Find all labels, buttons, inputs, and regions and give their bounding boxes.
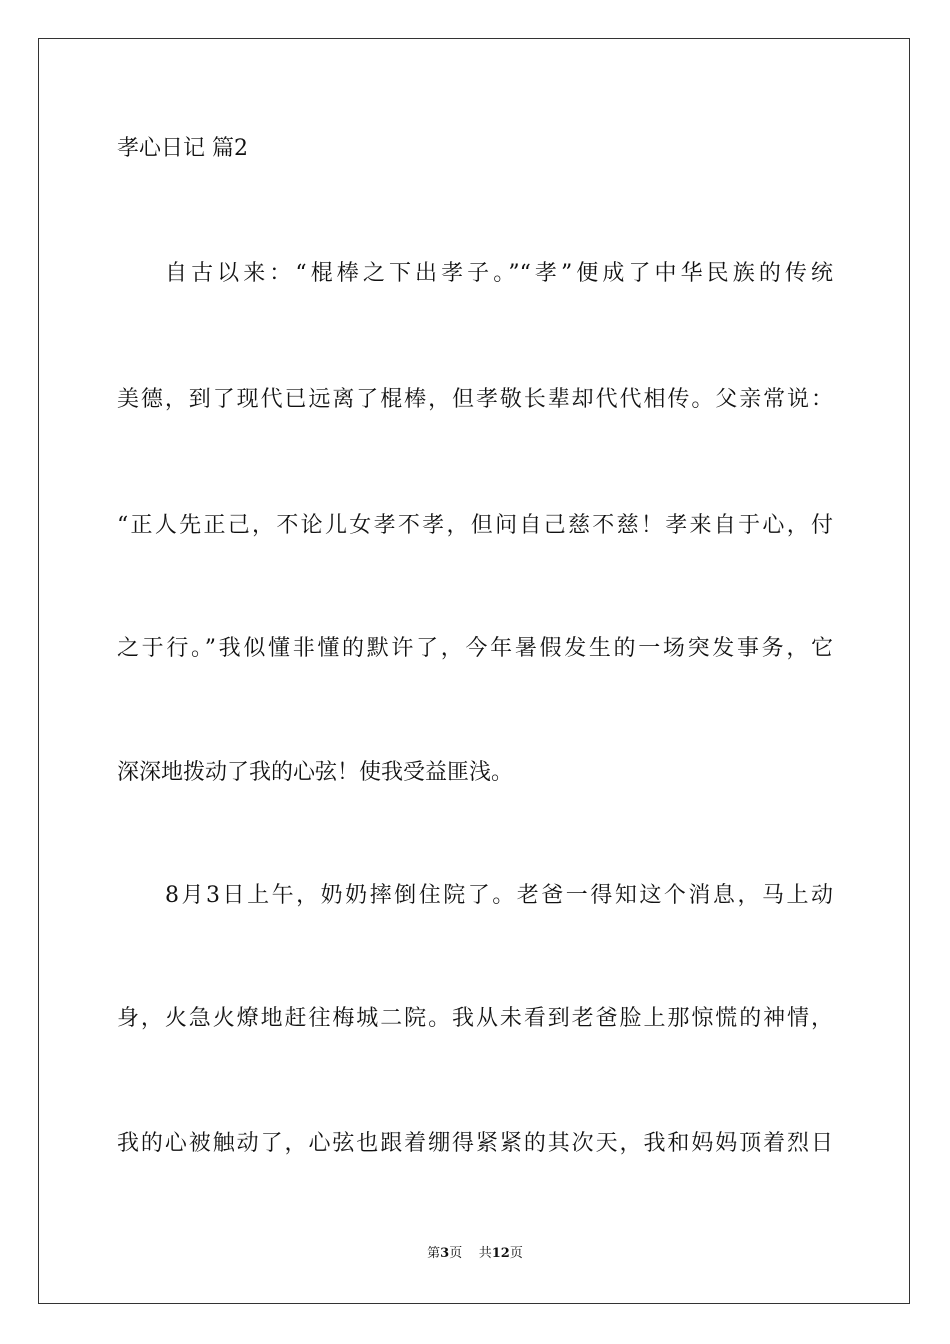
paragraph-1-line-2: 美德，到了现代已远离了棍棒，但孝敬长辈却代代相传。父亲常说：	[117, 387, 833, 412]
paragraph-2-line-1: 8月3日上午，奶奶摔倒住院了。老爸一得知这个消息，马上动	[165, 883, 833, 908]
footer-total-prefix: 共	[478, 1246, 492, 1261]
document-title: 孝心日记 篇2	[117, 136, 248, 161]
footer-current-page: 3	[440, 1246, 450, 1261]
paragraph-2-line-2: 身，火急火燎地赶往梅城二院。我从未看到老爸脸上那惊慌的神情，	[117, 1006, 833, 1031]
paragraph-1-line-1: 自古以来：“棍棒之下出孝子。”“孝”便成了中华民族的传统	[165, 261, 833, 286]
paragraph-2-line-3: 我的心被触动了，心弦也跟着绷得紧紧的其次天，我和妈妈顶着烈日	[117, 1131, 833, 1156]
footer-page-prefix: 第	[427, 1246, 441, 1261]
paragraph-1-line-3: “正人先正己，不论儿女孝不孝，但问自己慈不慈！孝来自于心，付	[117, 513, 833, 538]
footer-total-pages: 12	[491, 1246, 510, 1261]
page-border	[38, 38, 910, 1304]
footer-total-suffix: 页	[509, 1246, 523, 1261]
paragraph-1-line-4: 之于行。”我似懂非懂的默许了，今年暑假发生的一场突发事务，它	[117, 636, 833, 661]
paragraph-1-line-5: 深深地拨动了我的心弦！使我受益匪浅。	[117, 760, 514, 785]
page-footer	[0, 1244, 950, 1264]
footer-page-suffix: 页	[449, 1246, 463, 1261]
